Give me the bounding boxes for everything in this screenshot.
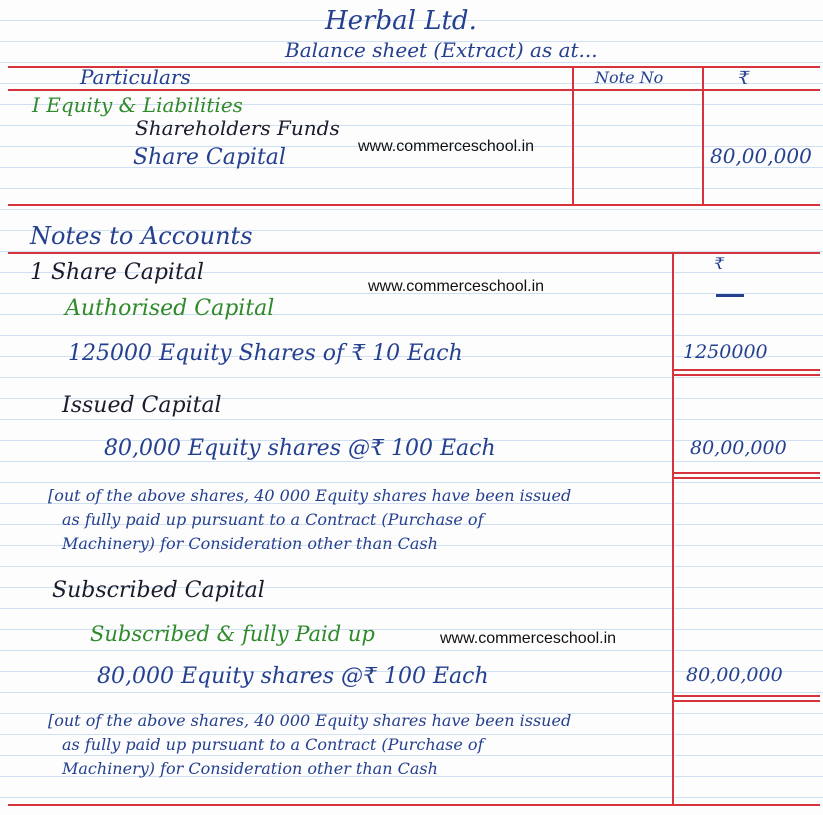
notes-rupee-header: ₹	[714, 254, 725, 273]
table-bottom-rule	[8, 204, 820, 206]
watermark: www.commerceschool.in	[440, 630, 617, 647]
share-capital-amount: 80,00,000	[710, 144, 812, 168]
authorised-capital-amount: 1250000	[683, 341, 768, 363]
authorised-capital-label: Authorised Capital	[65, 296, 275, 321]
subscribed-total-rule	[672, 695, 820, 697]
shareholders-funds-label: Shareholders Funds	[135, 116, 340, 140]
company-title: Herbal Ltd.	[325, 6, 477, 36]
notes-heading: Notes to Accounts	[30, 222, 253, 250]
issued-note-line-1: [out of the above shares, 40 000 Equity shares have been issued	[48, 486, 572, 505]
subscribed-capital-label: Subscribed Capital	[52, 578, 265, 603]
subscribed-capital-line: 80,000 Equity shares @₹ 100 Each	[97, 664, 489, 689]
issued-note-line-2: as fully paid up pursuant to a Contract (Purchase of	[62, 510, 484, 529]
watermark: www.commerceschool.in	[358, 138, 535, 155]
issued-capital-amount: 80,00,000	[690, 437, 787, 459]
subscribed-total-rule-double	[672, 700, 820, 702]
issued-total-rule-double	[672, 477, 820, 479]
note-column-divider	[572, 66, 574, 206]
issued-capital-line: 80,000 Equity shares @₹ 100 Each	[104, 436, 496, 461]
note-no-header: Note No	[595, 68, 664, 87]
notes-bottom-rule	[8, 804, 820, 806]
balance-sheet-subtitle: Balance sheet (Extract) as at...	[285, 38, 598, 62]
authorised-total-rule	[672, 369, 820, 371]
subscribed-capital-amount: 80,00,000	[686, 664, 783, 686]
authorised-capital-line: 125000 Equity Shares of ₹ 10 Each	[68, 341, 463, 366]
amount-column-divider	[702, 66, 704, 206]
subscribed-paid-up-label: Subscribed & fully Paid up	[90, 622, 375, 646]
equity-liabilities-label: I Equity & Liabilities	[32, 93, 243, 117]
subscribed-note-line-3: Machinery) for Consideration other than Cash	[62, 759, 438, 778]
issued-note-line-3: Machinery) for Consideration other than Cash	[62, 534, 438, 553]
subscribed-note-line-2: as fully paid up pursuant to a Contract (Purchase of	[62, 735, 484, 754]
note-title: 1 Share Capital	[30, 260, 204, 285]
authorised-total-rule-double	[672, 374, 820, 376]
share-capital-label: Share Capital	[133, 145, 286, 170]
notes-amount-divider	[672, 252, 674, 805]
issued-total-rule	[672, 472, 820, 474]
watermark: www.commerceschool.in	[368, 278, 545, 295]
notes-top-rule	[8, 252, 820, 254]
subscribed-note-line-1: [out of the above shares, 40 000 Equity shares have been issued	[48, 711, 572, 730]
issued-capital-label: Issued Capital	[62, 393, 222, 418]
amount-header: ₹	[738, 68, 750, 89]
table-header-rule	[8, 89, 820, 91]
amount-header-underline	[716, 294, 744, 297]
particulars-header: Particulars	[80, 65, 191, 89]
